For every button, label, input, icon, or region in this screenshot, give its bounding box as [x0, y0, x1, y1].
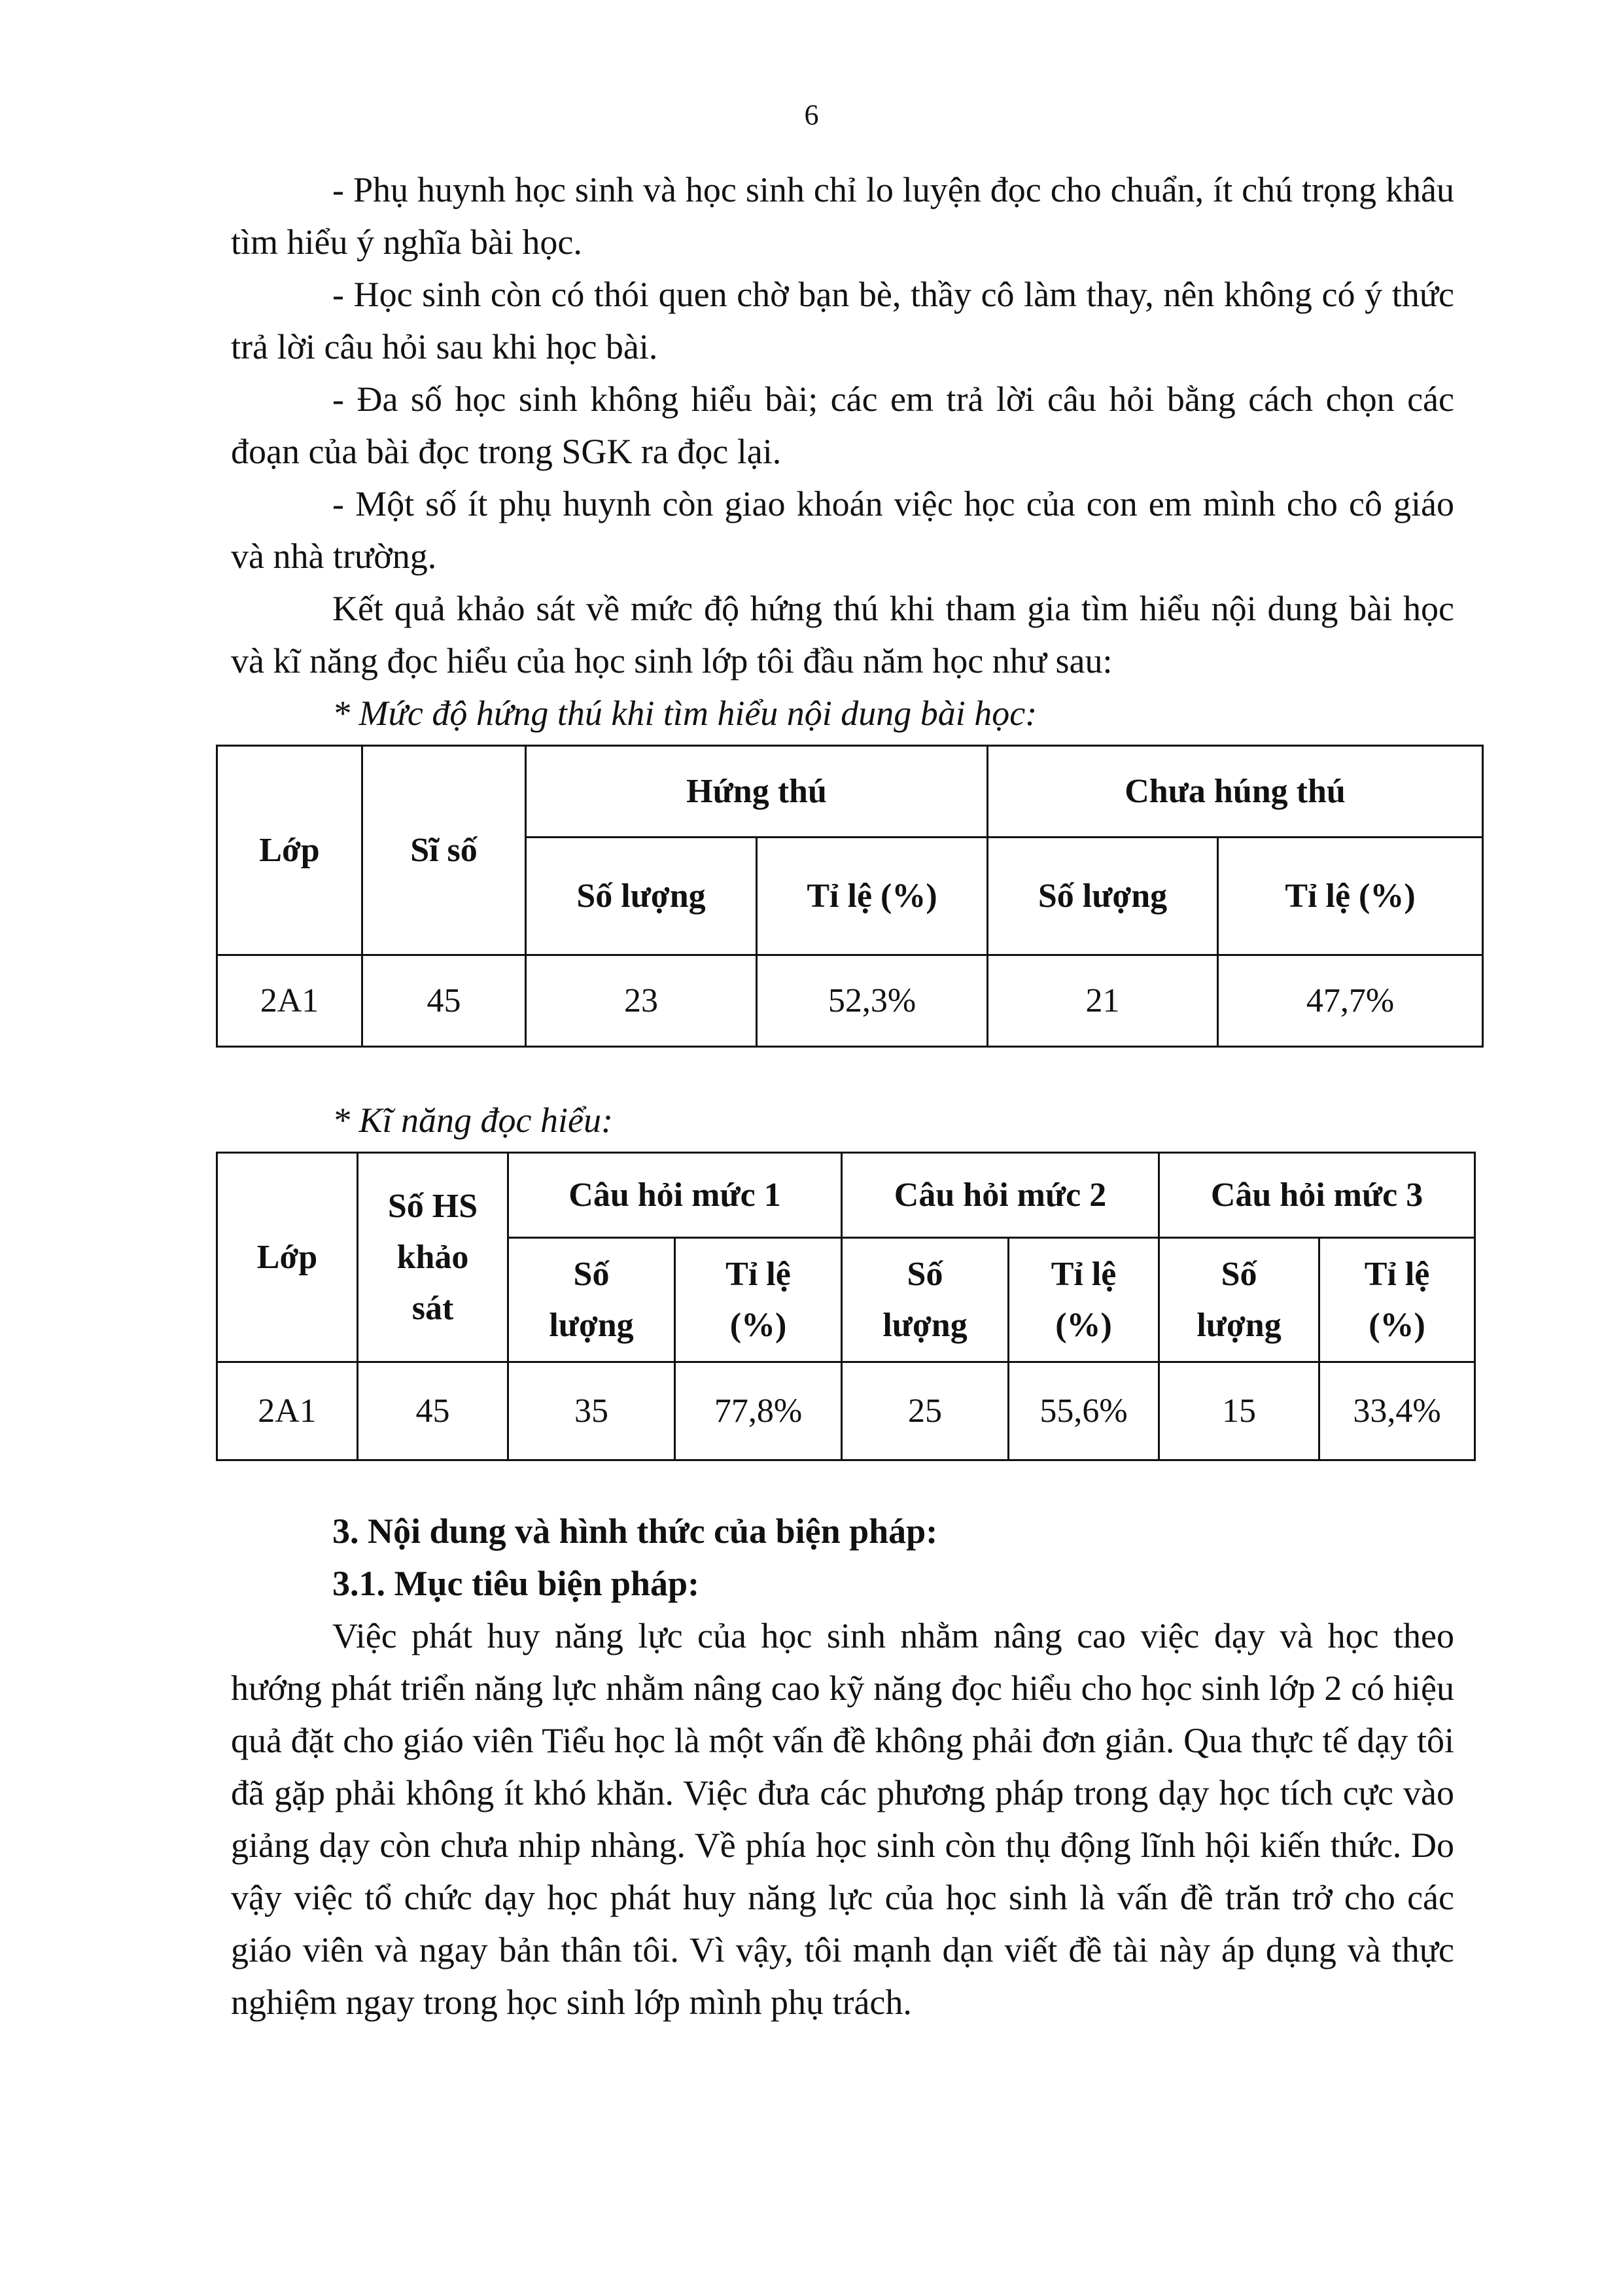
cell-interested-rate: 52,3%: [757, 955, 988, 1047]
cell-class: 2A1: [217, 955, 362, 1047]
cell-l1-count: 35: [508, 1362, 675, 1460]
intro-paragraph-3: - Đa số học sinh không hiểu bài; các em trả lời câu hỏi bằng cách chọn các đoạn của bài đọc trong SGK ra đọc lại.: [231, 380, 1454, 471]
sub-count-header: Số lượng: [988, 838, 1218, 955]
sub-count-header: Số lượng: [842, 1238, 1009, 1362]
sub-rate-header: Tỉ lệ (%): [757, 838, 988, 955]
intro-text: [231, 164, 1454, 739]
group-not-interested-header: Chưa húng thú: [988, 746, 1483, 838]
col-class-header: Lớp: [217, 746, 362, 955]
sub-rate-header: Tỉ lệ (%): [1218, 838, 1483, 955]
table2-caption: * Kĩ năng đọc hiểu:: [332, 1101, 613, 1140]
col-surveyed-line-1: Số HS: [387, 1187, 478, 1225]
interest-table: [216, 745, 1484, 1048]
sub-rate-header: Tỉ lệ (%): [675, 1238, 842, 1362]
cell-l2-count: 25: [842, 1362, 1009, 1460]
sub-count-header: Số lượng: [508, 1238, 675, 1362]
table-row: [217, 955, 1483, 1047]
intro-paragraph-2: - Học sinh còn có thói quen chờ bạn bè, thầy cô làm thay, nên không có ý thức trả lời câu hỏi sau khi học bài.: [231, 275, 1454, 366]
intro-paragraph-5: Kết quả khảo sát về mức độ hứng thú khi tham gia tìm hiểu nội dung bài học và kĩ năng đọc hiểu của học sinh lớp tôi đầu năm học như sau:: [231, 589, 1454, 680]
col-total-header: Sĩ số: [362, 746, 526, 955]
table-row: [217, 1362, 1475, 1460]
cell-l1-rate: 77,8%: [675, 1362, 842, 1460]
cell-interested-count: 23: [526, 955, 757, 1047]
table1-caption: * Mức độ hứng thú khi tìm hiểu nội dung bài học:: [332, 694, 1038, 733]
cell-l3-rate: 33,4%: [1319, 1362, 1475, 1460]
level-1-header: Câu hỏi mức 1: [508, 1153, 842, 1238]
cell-l2-rate: 55,6%: [1009, 1362, 1159, 1460]
cell-l3-count: 15: [1159, 1362, 1319, 1460]
group-interested-header: Hứng thú: [526, 746, 988, 838]
col-surveyed-line-3: sát: [411, 1289, 454, 1327]
cell-not-interested-rate: 47,7%: [1218, 955, 1483, 1047]
page-number: 6: [804, 99, 819, 131]
intro-paragraph-1: - Phụ huynh học sinh và học sinh chỉ lo luyện đọc cho chuẩn, ít chú trọng khâu tìm hiểu ý nghĩa bài học.: [231, 170, 1454, 262]
reading-skill-table: [216, 1152, 1476, 1461]
section-3: [231, 1505, 1454, 2028]
section-heading: 3. Nội dung và hình thức của biện pháp:: [332, 1511, 938, 1551]
section-body: Việc phát huy năng lực của học sinh nhằm nâng cao việc dạy và học theo hướng phát triển năng lực nhằm nâng cao kỹ năng đọc hiểu cho học sinh lớp 2 có hiệu quả đặt cho giáo viên Tiểu học là một vấn đề không phải đơn giản. Qua thực tế dạy tôi đã gặp phải không ít khó khăn. Việc đưa các phương pháp trong dạy học tích cực vào giảng dạy còn chưa nhip nhàng. Về phía học sinh còn thụ động lĩnh hội kiến thức. Do vậy việc tổ chức dạy học phát huy năng lực của học sinh là vấn đề trăn trở cho các giáo viên và ngay bản thân tôi. Vì vậy, tôi mạnh dạn viết đề tài này áp dụng và thực nghiệm ngay trong học sinh lớp mình phụ trách.: [231, 1616, 1454, 2022]
col-surveyed-line-2: khảo: [396, 1238, 469, 1276]
cell-total: 45: [362, 955, 526, 1047]
col-class-header: Lớp: [217, 1153, 358, 1362]
level-3-header: Câu hỏi mức 3: [1159, 1153, 1475, 1238]
intro-paragraph-4: - Một số ít phụ huynh còn giao khoán việc học của con em mình cho cô giáo và nhà trường.: [231, 484, 1454, 576]
sub-rate-header: Tỉ lệ (%): [1009, 1238, 1159, 1362]
level-2-header: Câu hỏi mức 2: [842, 1153, 1159, 1238]
col-surveyed-header: [358, 1153, 508, 1362]
sub-count-header: Số lượng: [1159, 1238, 1319, 1362]
section-subheading: 3.1. Mục tiêu biện pháp:: [332, 1564, 700, 1603]
cell-surveyed: 45: [358, 1362, 508, 1460]
cell-not-interested-count: 21: [988, 955, 1218, 1047]
sub-count-header: Số lượng: [526, 838, 757, 955]
cell-class: 2A1: [217, 1362, 358, 1460]
sub-rate-header: Tỉ lệ (%): [1319, 1238, 1475, 1362]
